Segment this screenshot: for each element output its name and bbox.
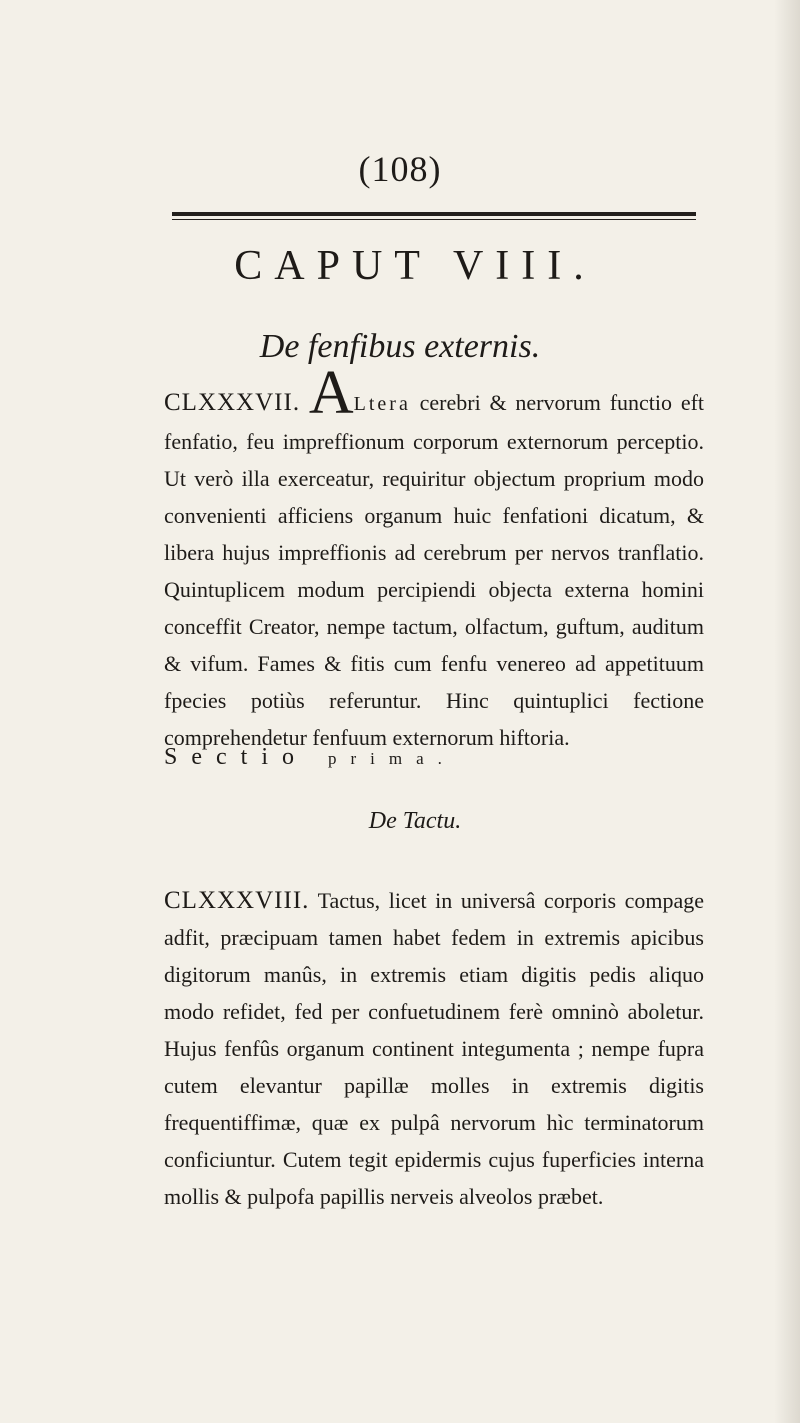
paragraph-clxxxviii [164,882,704,1215]
section-heading-second: prima. [328,749,456,768]
initial-word-rest: Ltera [353,393,411,415]
section-heading [164,744,704,771]
paragraph-body: Tactus, licet in universâ corporis compage adfit, præcipuam tamen habet fedem in extremis apicibus digitorum manûs, in extremis etiam digitis pedis aliquo modo refidet, fed per confuetudinem ferè omninò aboletur. Hujus fenfûs organum continent integumenta ; nempe fupra cutem elevantur papillæ molles in extremis digitis frequentiffimæ, quæ ex pulpâ nervorum hìc terminatorum conficiuntur. Cutem tegit epidermis cujus fuperficies interna mollis & pulpofa papillis nerveis alveolos præbet. [164,888,704,1209]
paragraph-body: cerebri & nervorum functio eft fenfatio, feu impreffionum corporum externorum perceptio. Ut verò illa exerceatur, requiritur objectum proprium modo convenienti afficiens organum huic fenfationi dicatum, & libera hujus impreffionis ad cerebrum per nervos tranflatio. Quintuplicem modum percipiendi objecta externa homini conceffit Creator, nempe tactum, olfactum, guftum, auditum & vifum. Fames & fitis cum fenfu venereo ad appetituum fpecies potiùs referuntur. Hinc quintuplici fectione comprehendetur fenfuum externorum hiftoria. [164,390,705,750]
chapter-title: CAPUT VIII. [234,243,596,289]
drop-initial: A [308,359,354,427]
header-rule [172,212,696,220]
section-subtitle: De Tactu. [368,808,462,834]
paragraph-number: CLXXXVII. [164,389,301,416]
page-edge-shadow [774,0,800,1423]
page-number: (108) [358,149,442,189]
paragraph-number: CLXXXVIII. [164,887,310,914]
chapter-subtitle: De fenfibus externis. [259,328,541,365]
paragraph-clxxxvii [164,359,705,756]
section-heading-first: Sectio [164,744,308,770]
